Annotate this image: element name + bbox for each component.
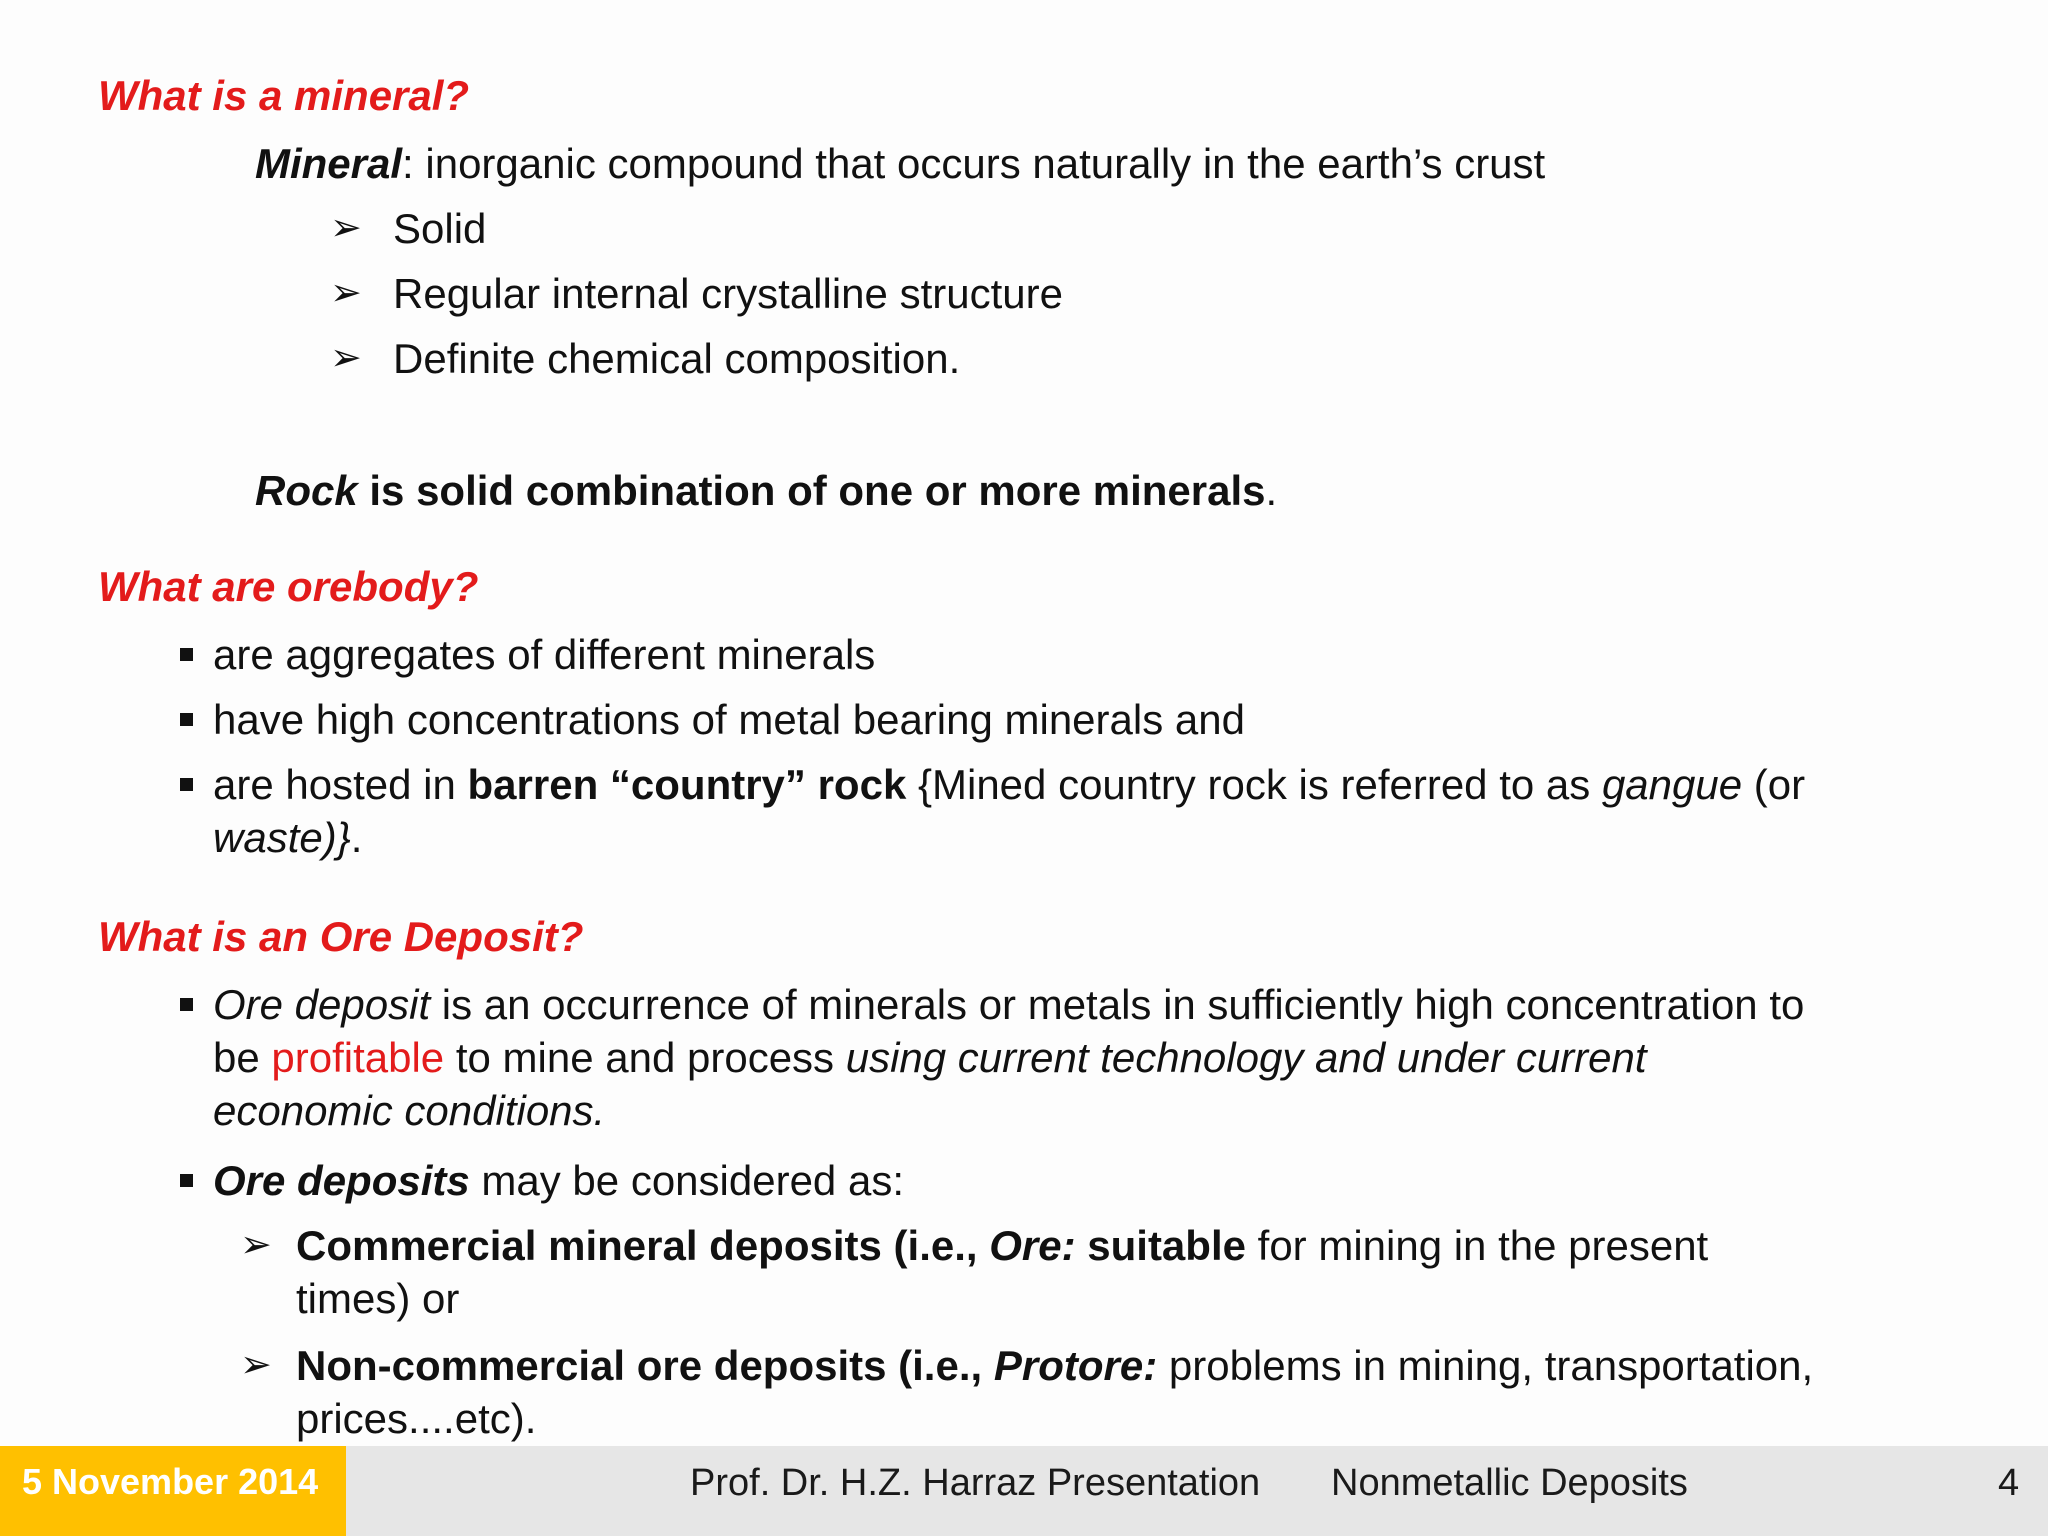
slide-footer (0, 1446, 2048, 1536)
bullet3-period: . (350, 814, 363, 861)
orebody-bullet-3 (213, 758, 1805, 812)
non-commercial-deposits (296, 1339, 1813, 1393)
waste-term: waste)} (213, 814, 351, 861)
footer-date-box (0, 1446, 346, 1536)
arrow-bullet-icon: ➢ (240, 1224, 272, 1266)
line2-text-a: be (213, 1034, 272, 1081)
rock-period: . (1265, 467, 1278, 514)
noncommercial-text-c: problems in mining, transportation, (1157, 1342, 1814, 1389)
bullet3-text-e: (or (1742, 761, 1806, 808)
ore-deposit-bullet-1 (213, 978, 1804, 1032)
noncommercial-text-a: Non-commercial ore deposits (i.e., (296, 1342, 994, 1389)
footer-presenter: Prof. Dr. H.Z. Harraz Presentation (690, 1462, 1261, 1504)
mineral-definition-text: : inorganic compound that occurs naturally in the earth’s crust (402, 140, 1546, 187)
non-commercial-deposits-line2: prices....etc). (296, 1395, 537, 1442)
arrow-bullet-icon: ➢ (330, 207, 362, 249)
gangue-term: gangue (1601, 761, 1743, 808)
rock-definition-text: is solid combination of one or more minerals (357, 467, 1266, 514)
ore-term: Ore: (989, 1222, 1076, 1269)
mineral-term: Mineral (255, 140, 403, 187)
square-bullet-icon (180, 778, 193, 791)
orebody-bullet-3-line2 (213, 811, 362, 865)
ore-deposit-bullet-2 (213, 1154, 904, 1208)
heading-what-is-mineral: What is a mineral? (98, 72, 470, 119)
profitable-word: profitable (271, 1034, 445, 1081)
ore-deposit-bullet-1-line3: economic conditions. (213, 1087, 606, 1134)
arrow-bullet-icon: ➢ (330, 337, 362, 379)
square-bullet-icon (180, 648, 193, 661)
square-bullet-icon (180, 998, 193, 1011)
ore-deposits-text: may be considered as: (469, 1157, 904, 1204)
property-solid: Solid (393, 205, 487, 252)
commercial-text-d: for mining in the present (1245, 1222, 1709, 1269)
square-bullet-icon (180, 713, 193, 726)
ore-deposits-term: Ore deposits (213, 1157, 470, 1204)
arrow-bullet-icon: ➢ (240, 1344, 272, 1386)
heading-what-is-ore-deposit: What is an Ore Deposit? (98, 913, 584, 960)
protore-term: Protore: (993, 1342, 1158, 1389)
suitable-word: suitable (1075, 1222, 1246, 1269)
heading-what-are-orebody: What are orebody? (98, 563, 479, 610)
footer-page-number: 4 (1998, 1462, 2020, 1504)
bullet3-text-c: {Mined country rock is referred to as (906, 761, 1602, 808)
commercial-deposits (296, 1219, 1708, 1273)
orebody-bullet-2: have high concentrations of metal bearing minerals and (213, 696, 1245, 743)
line2-text-c: using current technology and under current (845, 1034, 1647, 1081)
arrow-bullet-icon: ➢ (330, 272, 362, 314)
rock-definition (255, 464, 1277, 518)
ore-deposit-term: Ore deposit (213, 981, 431, 1028)
barren-country-rock: barren “country” rock (467, 761, 907, 808)
property-crystalline: Regular internal crystalline structure (393, 270, 1063, 317)
footer-date: 5 November 2014 (22, 1461, 319, 1502)
rock-term: Rock (255, 467, 358, 514)
bullet3-text-a: are hosted in (213, 761, 468, 808)
ore-deposit-bullet-1-line2 (213, 1031, 1647, 1085)
commercial-text-a: Commercial mineral deposits (i.e., (296, 1222, 990, 1269)
commercial-deposits-line2: times) or (296, 1275, 460, 1322)
footer-topic: Nonmetallic Deposits (1331, 1462, 1688, 1504)
ore-deposit-text: is an occurrence of minerals or metals in sufficiently high concentration to (430, 981, 1805, 1028)
orebody-bullet-1: are aggregates of different minerals (213, 631, 876, 678)
line2-text-b: to mine and process (444, 1034, 846, 1081)
property-composition: Definite chemical composition. (393, 335, 961, 382)
square-bullet-icon (180, 1174, 193, 1187)
mineral-definition (255, 137, 1545, 191)
